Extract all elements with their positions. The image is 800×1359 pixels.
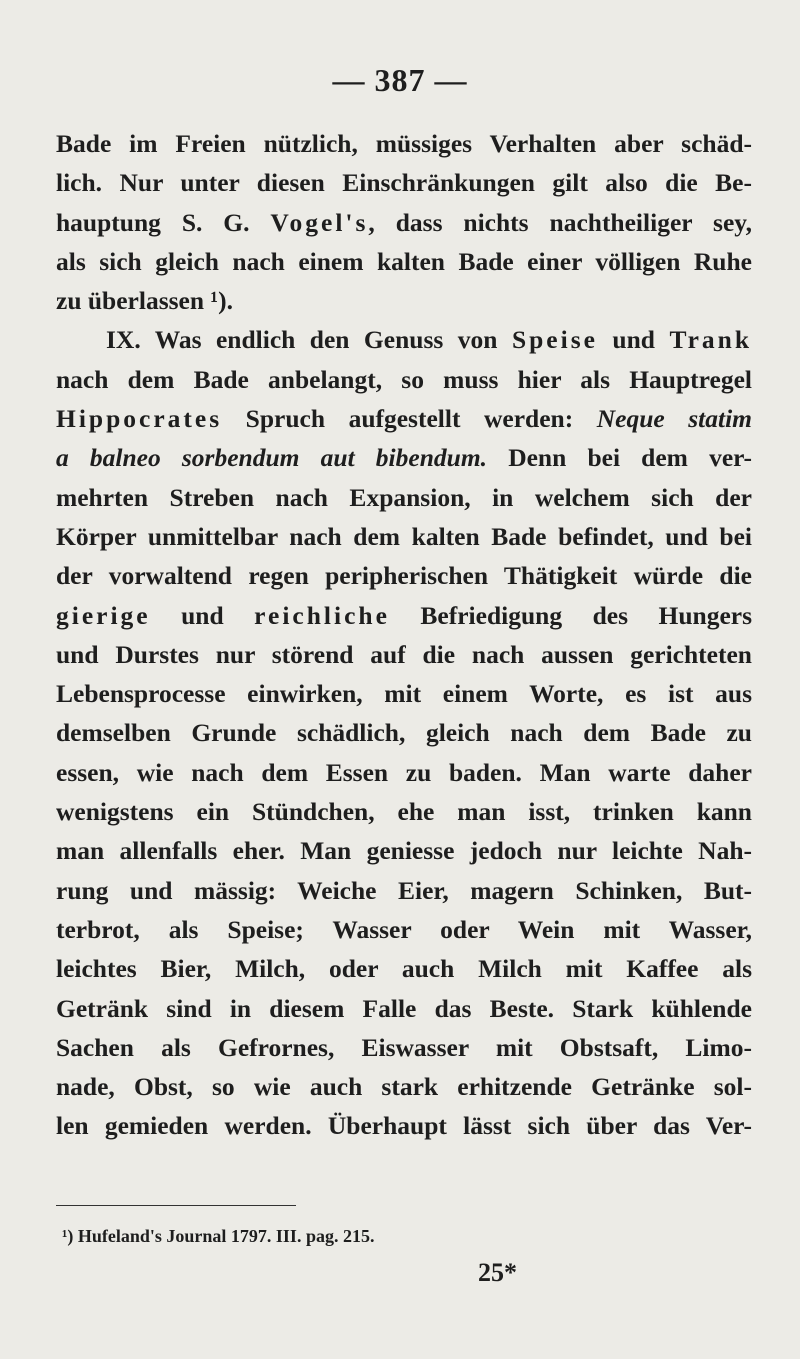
text-line: wenigstens ein Stündchen, ehe man isst, trinken kann: [56, 797, 752, 827]
latin-quote: Neque statim: [596, 404, 753, 434]
text-line: len gemieden werden. Überhaupt lässt sich über das Ver-: [56, 1111, 752, 1141]
text-line: leichtes Bier, Milch, oder auch Milch mit Kaffee als: [56, 954, 752, 984]
latin-quote: a balneo sorbendum aut bibendum.: [56, 443, 488, 473]
text-line: terbrot, als Speise; Wasser oder Wein mit Wasser,: [56, 914, 752, 944]
footnote: ¹) Hufeland's Journal 1797. III. pag. 215.: [62, 1226, 375, 1246]
author-name: Vogel's: [270, 207, 369, 237]
text-line: Hippocrates Spruch aufgestellt werden: Neque statim: [56, 404, 753, 434]
text-line: demselben Grunde schädlich, gleich nach dem Bade zu: [56, 718, 752, 748]
text-line: Lebensprocesse einwirken, mit einem Worte, es ist aus: [56, 679, 752, 709]
text-line: Sachen als Gefrornes, Eiswasser mit Obstsaft, Limo-: [56, 1032, 752, 1062]
section-heading-line: IX. Was endlich den Genuss von Speise und Trank: [106, 325, 753, 355]
author-name: Hippocrates: [56, 404, 223, 434]
text-line: essen, wie nach dem Essen zu baden. Man warte daher: [56, 757, 752, 787]
page-number: — 387 —: [332, 62, 468, 98]
text-line: Getränk sind in diesem Falle das Beste. Stark kühlende: [56, 993, 752, 1023]
text-line: man allenfalls eher. Man geniesse jedoch nur leichte Nah-: [56, 836, 752, 866]
text-line: nade, Obst, so wie auch stark erhitzende Getränke sol-: [56, 1072, 752, 1102]
text-line: gierige und reichliche Befriedigung des Hungers: [56, 600, 753, 630]
text-line: hauptung S. G. Vogel's, dass nichts nachtheiliger sey,: [56, 207, 752, 237]
text-line: zu überlassen ¹).: [56, 286, 233, 316]
text-line: und Durstes nur störend auf die nach aussen gerichteten: [56, 639, 752, 669]
footnote-divider: [56, 1205, 296, 1206]
body-text: [56, 124, 752, 1146]
text-line: der vorwaltend regen peripherischen Thätigkeit würde die: [56, 561, 752, 591]
text-line: rung und mässig: Weiche Eier, magern Schinken, But-: [56, 875, 752, 905]
text-line: mehrten Streben nach Expansion, in welchem sich der: [56, 482, 752, 512]
text-line: a balneo sorbendum aut bibendum. Denn bei dem ver-: [56, 443, 752, 473]
text-line: Körper unmittelbar nach dem kalten Bade befindet, und bei: [56, 521, 752, 551]
printer-signature: 25*: [478, 1258, 517, 1287]
text-line: nach dem Bade anbelangt, so muss hier als Hauptregel: [56, 364, 752, 394]
text-line: als sich gleich nach einem kalten Bade einer völligen Ruhe: [56, 246, 752, 276]
text-line: lich. Nur unter diesen Einschränkungen gilt also die Be-: [56, 168, 752, 198]
text-line: Bade im Freien nützlich, müssiges Verhalten aber schäd-: [56, 129, 752, 158]
